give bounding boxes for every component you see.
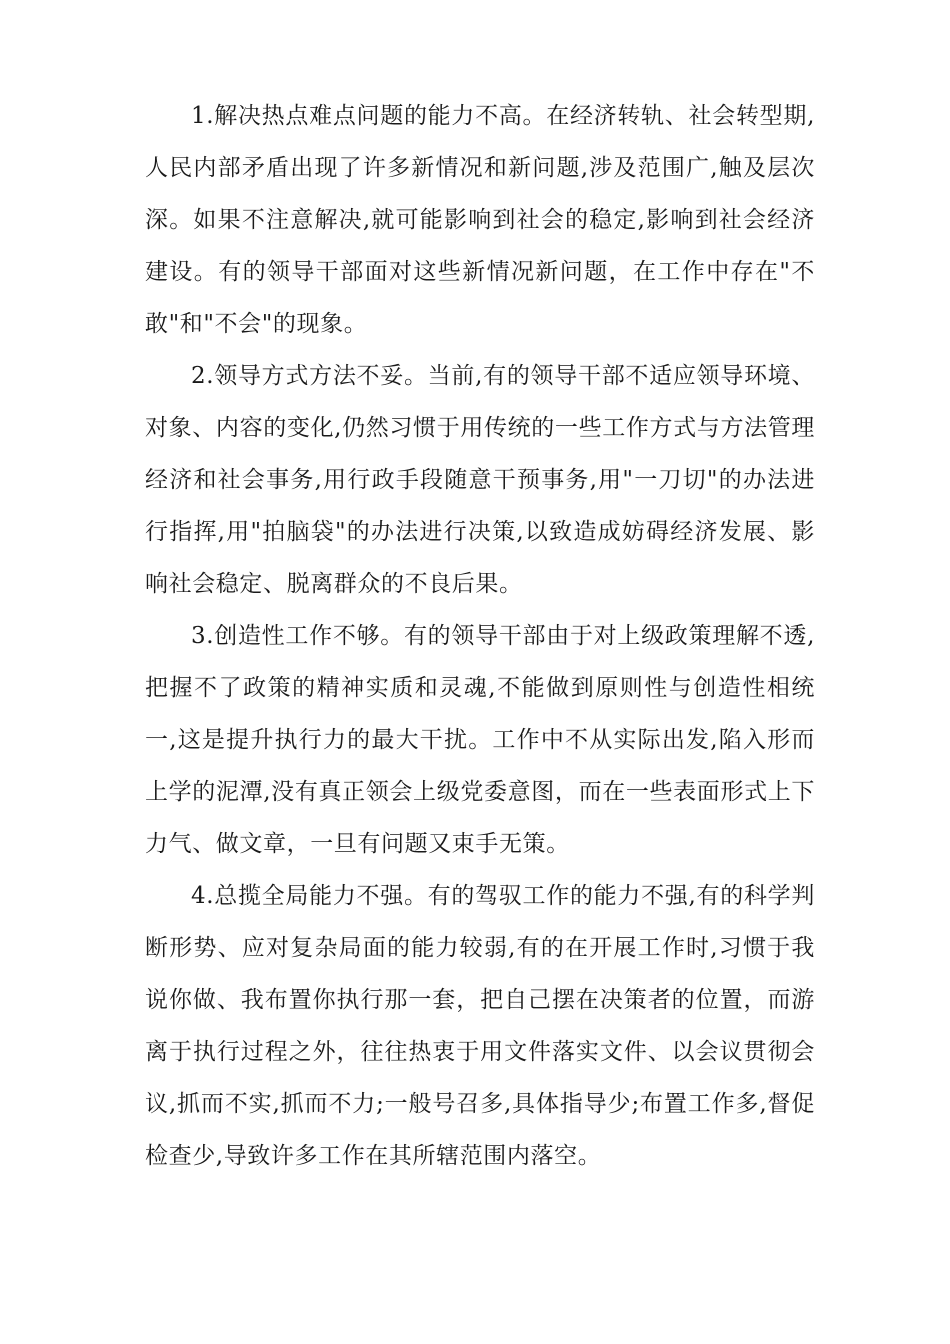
paragraph-4: 4.总揽全局能力不强。有的驾驭工作的能力不强,有的科学判断形势、应对复杂局面的能力较弱,有的在开展工作时,习惯于我说你做、我布置你执行那一套，把自己摆在决策者的位置，而游离于执行过程之外，往往热衷于用文件落实文件、以会议贯彻会议,抓而不实,抓而不力;一般号召多,具体指导少;布置工作多,督促检查少,导致许多工作在其所辖范围内落空。 [145,883,815,1169]
document-body [145,90,815,1182]
paragraph-3: 3.创造性工作不够。有的领导干部由于对上级政策理解不透,把握不了政策的精神实质和灵魂,不能做到原则性与创造性相统一,这是提升执行力的最大干扰。工作中不从实际出发,陷入形而上学的泥潭,没有真正领会上级党委意图，而在一些表面形式上下力气、做文章，一旦有问题又束手无策。 [145,623,815,857]
paragraph-2: 2.领导方式方法不妥。当前,有的领导干部不适应领导环境、对象、内容的变化,仍然习惯于用传统的一些工作方式与方法管理经济和社会事务,用行政手段随意干预事务,用"一刀切"的办法进行指挥,用"拍脑袋"的办法进行决策,以致造成妨碍经济发展、影响社会稳定、脱离群众的不良后果。 [145,363,815,597]
paragraph-1: 1.解决热点难点问题的能力不高。在经济转轨、社会转型期,人民内部矛盾出现了许多新情况和新问题,涉及范围广,触及层次深。如果不注意解决,就可能影响到社会的稳定,影响到社会经济建设。有的领导干部面对这些新情况新问题，在工作中存在"不敢"和"不会"的现象。 [145,103,815,337]
